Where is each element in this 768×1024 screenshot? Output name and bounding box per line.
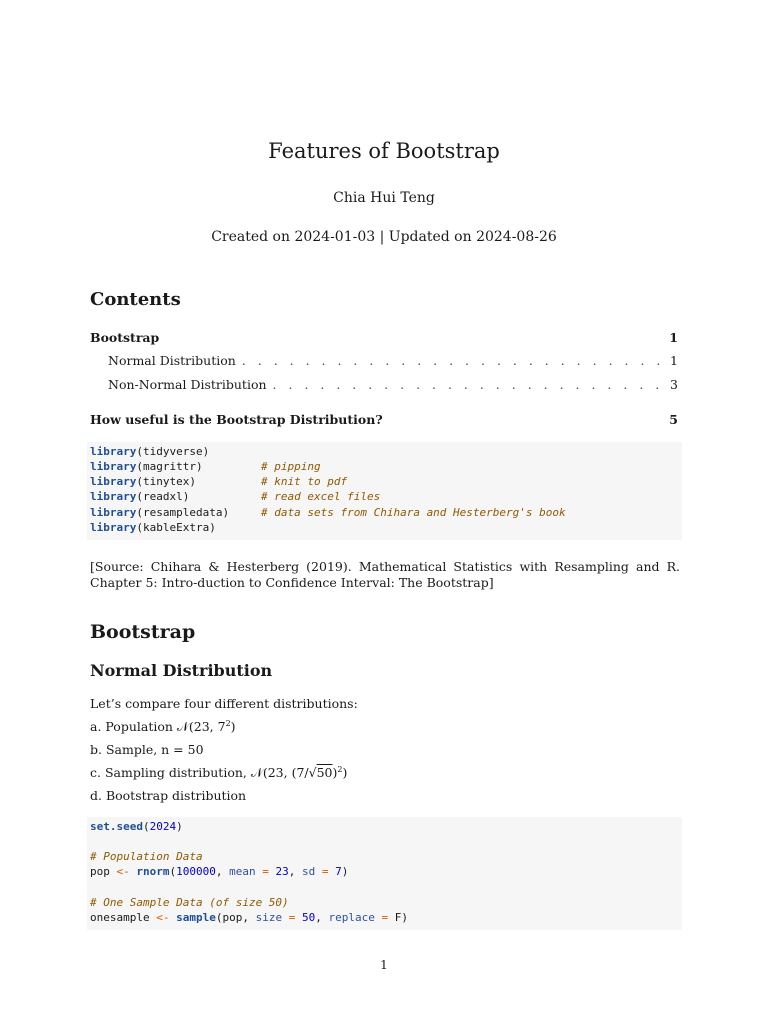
toc-page: 1 [669, 330, 678, 345]
code-comment: # read excel files [261, 490, 381, 503]
code-block-libraries [87, 442, 682, 540]
code-line: set.seed(2024) [90, 820, 183, 833]
section-heading-bootstrap: Bootstrap [90, 621, 196, 643]
subsection-heading-normal-distribution: Normal Distribution [90, 661, 273, 680]
intro-text: Let’s compare four different distributions: [90, 696, 358, 711]
toc-leader [242, 353, 664, 368]
toc-label: Normal Distribution [108, 353, 236, 368]
toc-page: 3 [670, 377, 678, 392]
list-item-d: d. Bootstrap distribution [90, 788, 247, 803]
list-item-a: a. Population 𝒩(23, $7^2$) [90, 719, 236, 735]
code-function: library [90, 521, 137, 534]
code-line [90, 474, 196, 489]
source-note: [Source: Chihara & Hesterberg (2019). Mathematical Statistics with Resampling and R. Chapter 5: Intro-duction to Confidence Interval: The Bootstrap] [90, 559, 680, 590]
code-line [90, 459, 203, 474]
toc-entry-normal-distribution[interactable] [108, 353, 678, 368]
code-comment: # knit to pdf [261, 475, 348, 488]
code-comment: # One Sample Data (of size 50) [90, 896, 289, 909]
toc-label: Bootstrap [90, 330, 160, 345]
code-function: library [90, 460, 137, 473]
code-text: (magrittr) [136, 460, 203, 473]
list-item-b: b. Sample, n = 50 [90, 742, 204, 757]
code-text: (tidyverse) [136, 445, 210, 458]
toc-entry-bootstrap[interactable] [90, 330, 678, 345]
code-function: library [90, 445, 137, 458]
contents-heading: Contents [90, 289, 181, 310]
code-line [90, 489, 189, 504]
toc-page: 1 [670, 353, 678, 368]
list-item-c: c. Sampling distribution, 𝒩(23, $(7/√50)^2$) [90, 765, 348, 781]
code-function: library [90, 490, 137, 503]
code-line [90, 520, 216, 535]
code-block-simulation [87, 817, 682, 930]
toc-page: 5 [669, 412, 678, 427]
code-text: (tinytex) [136, 475, 196, 488]
toc-label: Non-Normal Distribution [108, 377, 267, 392]
code-line [90, 505, 229, 520]
code-function: library [90, 506, 137, 519]
code-comment: # Population Data [90, 850, 203, 863]
document-author: Chia Hui Teng [333, 190, 435, 206]
document-date: Created on 2024-01-03 | Updated on 2024-08-26 [211, 229, 557, 245]
code-text: (kableExtra) [136, 521, 216, 534]
code-text: (readxl) [136, 490, 190, 503]
toc-label: How useful is the Bootstrap Distribution? [90, 412, 383, 427]
code-comment: # data sets from Chihara and Hesterberg's book [261, 506, 566, 519]
toc-entry-how-useful[interactable] [90, 412, 678, 427]
code-line [90, 444, 209, 459]
toc-leader [273, 377, 665, 392]
code-text: (resampledata) [136, 506, 230, 519]
code-function: library [90, 475, 137, 488]
code-comment: # pipping [261, 460, 321, 473]
document-title: Features of Bootstrap [268, 139, 500, 163]
page-number: 1 [380, 958, 388, 972]
code-line: onesample <- sample(pop, size = 50, replace = F) [90, 911, 408, 924]
toc-entry-non-normal-distribution[interactable] [108, 377, 678, 392]
code-line: pop <- rnorm(100000, mean = 23, sd = 7) [90, 865, 349, 878]
